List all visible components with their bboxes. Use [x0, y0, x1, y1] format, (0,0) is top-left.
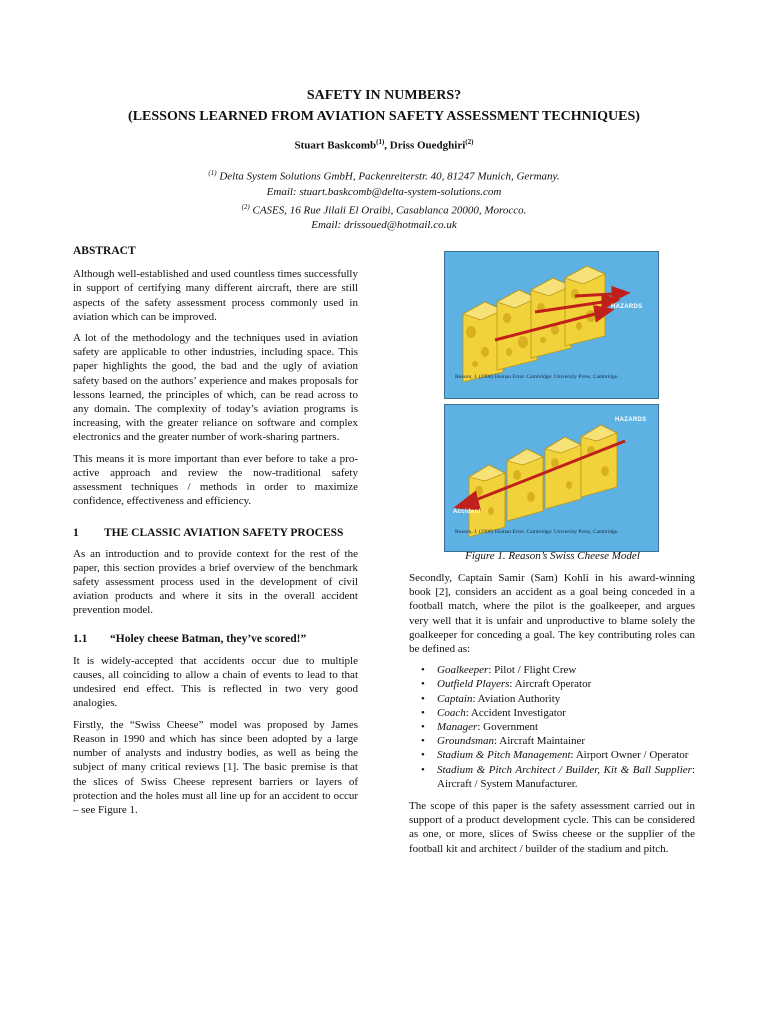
- list-item: [409, 677, 695, 691]
- section-1-1-paragraph-2: Firstly, the “Swiss Cheese” model was proposed by James Reason in 1990 and which has since been adopted by a large number of analysts and industry bodies, as well as being the subject of many critical reviews [1]. The basic premise is that the slices of Swiss Cheese represent barriers or layers of protection and the holes must all line up for an accident to occur – see Figure 1.: [73, 718, 358, 816]
- section-1-1-title: “Holey cheese Batman, they’ve scored!”: [110, 632, 307, 645]
- role-name: Coach: [437, 706, 466, 719]
- swiss-cheese-figure: [444, 251, 659, 552]
- scope-paragraph: The scope of this paper is the safety assessment carried out in support of a product development cycle. This can be considered as one, or more, slices of Swiss cheese or the supplier of the football kit and architect / builder of the stadium and pitch.: [409, 800, 695, 855]
- section-1-1-heading: [73, 632, 358, 646]
- role-name: Captain: [437, 692, 473, 705]
- author-separator: ,: [384, 139, 390, 152]
- role-name: Stadium & Pitch Management: [437, 749, 571, 762]
- affiliation-1-email: Email: stuart.baskcomb@delta-system-solutions.com: [266, 185, 502, 198]
- hazards-label-top: HAZARDS: [611, 304, 643, 310]
- author2-name: Driss Ouedghiri: [389, 139, 466, 152]
- role-value: : Aircraft Operator: [509, 678, 592, 691]
- cheese-slice: [545, 437, 581, 509]
- role-name: Manager: [437, 721, 478, 734]
- section-1-1-paragraph-1: It is widely-accepted that accidents occur due to multiple causes, all coinciding to allow a chain of events to lead to that undesired end effect. This is reflected in two very good analogies.: [73, 654, 358, 710]
- cheese-slice: [581, 425, 617, 497]
- author1-sup: (1): [376, 138, 385, 146]
- affiliation-1-sup: (1): [208, 169, 217, 177]
- roles-list: [409, 663, 695, 791]
- figure-caption: Figure 1. Reason’s Swiss Cheese Model: [465, 550, 640, 562]
- role-value: : Pilot / Flight Crew: [488, 664, 577, 677]
- hazards-label-bottom: HAZARDS: [615, 417, 647, 423]
- paper-title-line2: (LESSONS LEARNED FROM AVIATION SAFETY ASSESSMENT TECHNIQUES): [128, 109, 640, 124]
- section-1-number: 1: [73, 527, 79, 540]
- panel2-citation: Reason, J. (1990) Human Error. Cambridge: University Press, Cambridge.: [455, 529, 619, 535]
- list-item: [409, 663, 695, 677]
- role-name: Outfield Players: [437, 678, 510, 691]
- role-value: : Airport Owner / Operator: [570, 749, 689, 762]
- list-item: [409, 720, 695, 734]
- abstract-paragraph-3: This means it is more important than ever before to take a pro-active approach and review the now-traditional safety assessment techniques / methods in order to maximize confidence, effectiveness and efficiency.: [73, 452, 358, 508]
- abstract-heading: ABSTRACT: [73, 245, 136, 257]
- figure-panel-hazards: [444, 251, 659, 399]
- list-item: [409, 706, 695, 720]
- role-value: : Aviation Authority: [472, 692, 561, 705]
- left-column: [73, 244, 358, 824]
- section-1-heading: [73, 526, 358, 540]
- affiliation-1: [0, 166, 768, 185]
- kohli-paragraph: Secondly, Captain Samir (Sam) Kohli in his award-winning book [2], considers an accident as a goal being conceded in a football match, where the pilot is the goalkeeper, and argues very well that it is unfair and unproductive to blame solely the goalkeeper for conceding a goal. The key contributing roles can be defined as:: [409, 572, 695, 656]
- panel1-citation: Reason, J. (1990) Human Error. Cambridge: University Press, Cambridge.: [455, 374, 619, 380]
- abstract-paragraph-1: Although well-established and used countless times successfully in support of certifying many different aircraft, there are still aspects of the safety assessment process commonly used in aviation which can be improved.: [73, 268, 358, 323]
- list-item: [409, 748, 695, 762]
- role-name: Goalkeeper: [437, 664, 489, 677]
- role-value: : Aircraft / System Manufacturer.: [437, 763, 695, 790]
- affiliation-1-text: Delta System Solutions GmbH, Packenreiterstr. 40, 81247 Munich, Germany.: [216, 170, 560, 183]
- role-value: : Aircraft Maintainer: [494, 735, 586, 748]
- list-item: [409, 692, 695, 706]
- figure-panel-accident: [444, 404, 659, 552]
- role-name: Groundsman: [437, 735, 495, 748]
- accident-label: Accident: [453, 509, 481, 515]
- affiliation-2-email: Email: drissoued@hotmail.co.uk: [311, 219, 457, 232]
- section-1-title: THE CLASSIC AVIATION SAFETY PROCESS: [104, 527, 344, 540]
- section-1-1-number: 1.1: [73, 632, 88, 645]
- role-name: Stadium & Pitch Architect / Builder, Kit & Ball Supplier: [437, 763, 692, 776]
- list-item: [409, 763, 695, 791]
- role-value: : Government: [477, 721, 539, 734]
- abstract-paragraph-2: A lot of the methodology and the techniques used in aviation safety are applicable to other industries, including space. This paper highlights the good, the bad and the ugly of aviation safety based on the authors’ experience and makes proposals for lessons learned, the principles of which, can be read across to any domain. The complexity of today’s aviation programs is increasing, with the greater reliance on software and complex electronics and the greater number of work-sharing partners.: [73, 332, 358, 444]
- author-line: [0, 138, 768, 152]
- list-item: [409, 734, 695, 748]
- section-1-paragraph: As an introduction and to provide context for the rest of the paper, this section provides a brief overview of the benchmark safety assessment process used in the development of civil aviation products and where it sits in the overall accident prevention model.: [73, 547, 358, 617]
- affiliation-2-text: CASES, 16 Rue Jilali El Oraibi, Casablanca 20000, Morocco.: [249, 204, 527, 217]
- affiliations: [0, 166, 768, 233]
- author1-name: Stuart Baskcomb: [294, 139, 377, 152]
- paper-title-line1: SAFETY IN NUMBERS?: [306, 88, 462, 103]
- affiliation-2-sup: (2): [241, 202, 250, 211]
- role-value: : Accident Investigator: [465, 706, 566, 719]
- affiliation-2: [0, 200, 768, 219]
- author2-sup: (2): [465, 138, 474, 146]
- right-column: [409, 571, 695, 863]
